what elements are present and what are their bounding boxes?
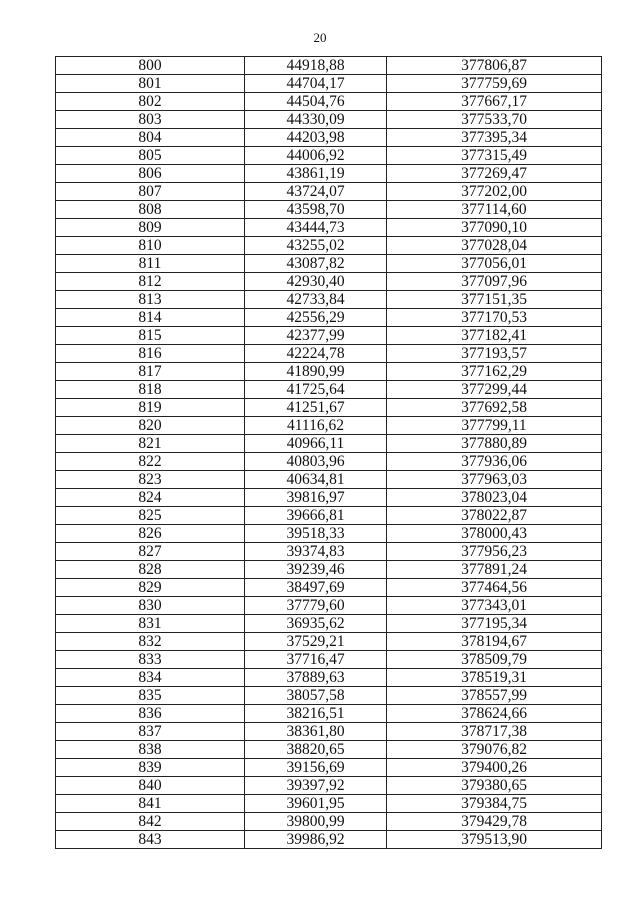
point-number-cell: 842	[56, 813, 245, 831]
y-coordinate-cell: 377114,60	[387, 201, 602, 219]
point-number-cell: 837	[56, 723, 245, 741]
y-coordinate-cell: 377956,23	[387, 543, 602, 561]
point-number-cell: 838	[56, 741, 245, 759]
point-number-cell: 839	[56, 759, 245, 777]
point-number-cell: 827	[56, 543, 245, 561]
y-coordinate-cell: 378509,79	[387, 651, 602, 669]
y-coordinate-cell: 379400,26	[387, 759, 602, 777]
x-coordinate-cell: 41725,64	[245, 381, 387, 399]
point-number-cell: 833	[56, 651, 245, 669]
y-coordinate-cell: 377028,04	[387, 237, 602, 255]
x-coordinate-cell: 39239,46	[245, 561, 387, 579]
x-coordinate-cell: 43444,73	[245, 219, 387, 237]
table-row	[56, 129, 602, 147]
point-number-cell: 817	[56, 363, 245, 381]
table-row	[56, 345, 602, 363]
table-row	[56, 453, 602, 471]
y-coordinate-cell: 377891,24	[387, 561, 602, 579]
table-row	[56, 741, 602, 759]
y-coordinate-cell: 378023,04	[387, 489, 602, 507]
table-row	[56, 417, 602, 435]
point-number-cell: 800	[56, 57, 245, 75]
y-coordinate-cell: 377097,96	[387, 273, 602, 291]
x-coordinate-cell: 38057,58	[245, 687, 387, 705]
x-coordinate-cell: 39397,92	[245, 777, 387, 795]
x-coordinate-cell: 40634,81	[245, 471, 387, 489]
x-coordinate-cell: 38820,65	[245, 741, 387, 759]
point-number-cell: 816	[56, 345, 245, 363]
x-coordinate-cell: 42224,78	[245, 345, 387, 363]
x-coordinate-cell: 37529,21	[245, 633, 387, 651]
point-number-cell: 822	[56, 453, 245, 471]
x-coordinate-cell: 43724,07	[245, 183, 387, 201]
point-number-cell: 832	[56, 633, 245, 651]
y-coordinate-cell: 379384,75	[387, 795, 602, 813]
table-row	[56, 165, 602, 183]
table-row	[56, 381, 602, 399]
point-number-cell: 804	[56, 129, 245, 147]
y-coordinate-cell: 377799,11	[387, 417, 602, 435]
point-number-cell: 805	[56, 147, 245, 165]
table-row	[56, 75, 602, 93]
point-number-cell: 812	[56, 273, 245, 291]
point-number-cell: 843	[56, 831, 245, 849]
y-coordinate-cell: 377806,87	[387, 57, 602, 75]
y-coordinate-cell: 377151,35	[387, 291, 602, 309]
table-row	[56, 471, 602, 489]
point-number-cell: 824	[56, 489, 245, 507]
table-row	[56, 759, 602, 777]
x-coordinate-cell: 38216,51	[245, 705, 387, 723]
point-number-cell: 830	[56, 597, 245, 615]
table-row	[56, 525, 602, 543]
y-coordinate-cell: 377162,29	[387, 363, 602, 381]
y-coordinate-cell: 379380,65	[387, 777, 602, 795]
x-coordinate-cell: 44504,76	[245, 93, 387, 111]
y-coordinate-cell: 377343,01	[387, 597, 602, 615]
x-coordinate-cell: 44330,09	[245, 111, 387, 129]
table-row	[56, 111, 602, 129]
point-number-cell: 810	[56, 237, 245, 255]
y-coordinate-cell: 377880,89	[387, 435, 602, 453]
y-coordinate-cell: 379076,82	[387, 741, 602, 759]
point-number-cell: 831	[56, 615, 245, 633]
y-coordinate-cell: 377195,34	[387, 615, 602, 633]
y-coordinate-cell: 378194,67	[387, 633, 602, 651]
table-row	[56, 363, 602, 381]
y-coordinate-cell: 377299,44	[387, 381, 602, 399]
x-coordinate-cell: 42930,40	[245, 273, 387, 291]
table-row	[56, 705, 602, 723]
x-coordinate-cell: 39816,97	[245, 489, 387, 507]
table-row	[56, 795, 602, 813]
y-coordinate-cell: 377464,56	[387, 579, 602, 597]
x-coordinate-cell: 44006,92	[245, 147, 387, 165]
table-row	[56, 543, 602, 561]
table-row	[56, 507, 602, 525]
table-row	[56, 291, 602, 309]
table-row	[56, 237, 602, 255]
table-row	[56, 147, 602, 165]
y-coordinate-cell: 379513,90	[387, 831, 602, 849]
y-coordinate-cell: 378557,99	[387, 687, 602, 705]
x-coordinate-cell: 39374,83	[245, 543, 387, 561]
table-row	[56, 219, 602, 237]
point-number-cell: 807	[56, 183, 245, 201]
point-number-cell: 814	[56, 309, 245, 327]
point-number-cell: 813	[56, 291, 245, 309]
point-number-cell: 802	[56, 93, 245, 111]
x-coordinate-cell: 41890,99	[245, 363, 387, 381]
y-coordinate-cell: 377963,03	[387, 471, 602, 489]
y-coordinate-cell: 378000,43	[387, 525, 602, 543]
table-row	[56, 579, 602, 597]
y-coordinate-cell: 377056,01	[387, 255, 602, 273]
y-coordinate-cell: 377090,10	[387, 219, 602, 237]
x-coordinate-cell: 42733,84	[245, 291, 387, 309]
point-number-cell: 834	[56, 669, 245, 687]
y-coordinate-cell: 377170,53	[387, 309, 602, 327]
table-row	[56, 201, 602, 219]
table-row	[56, 273, 602, 291]
x-coordinate-cell: 42377,99	[245, 327, 387, 345]
point-number-cell: 836	[56, 705, 245, 723]
point-number-cell: 809	[56, 219, 245, 237]
x-coordinate-cell: 39156,69	[245, 759, 387, 777]
y-coordinate-cell: 377395,34	[387, 129, 602, 147]
point-number-cell: 823	[56, 471, 245, 489]
point-number-cell: 806	[56, 165, 245, 183]
x-coordinate-cell: 39601,95	[245, 795, 387, 813]
point-number-cell: 828	[56, 561, 245, 579]
x-coordinate-cell: 40803,96	[245, 453, 387, 471]
table-row	[56, 489, 602, 507]
table-row	[56, 687, 602, 705]
table-row	[56, 309, 602, 327]
table-row	[56, 777, 602, 795]
x-coordinate-cell: 37779,60	[245, 597, 387, 615]
point-number-cell: 811	[56, 255, 245, 273]
y-coordinate-cell: 377759,69	[387, 75, 602, 93]
x-coordinate-cell: 43598,70	[245, 201, 387, 219]
y-coordinate-cell: 377202,00	[387, 183, 602, 201]
x-coordinate-cell: 41116,62	[245, 417, 387, 435]
table-row	[56, 57, 602, 75]
point-number-cell: 803	[56, 111, 245, 129]
y-coordinate-cell: 377533,70	[387, 111, 602, 129]
y-coordinate-cell: 378519,31	[387, 669, 602, 687]
y-coordinate-cell: 378717,38	[387, 723, 602, 741]
x-coordinate-cell: 42556,29	[245, 309, 387, 327]
point-number-cell: 819	[56, 399, 245, 417]
x-coordinate-cell: 44918,88	[245, 57, 387, 75]
y-coordinate-cell: 377315,49	[387, 147, 602, 165]
point-number-cell: 808	[56, 201, 245, 219]
x-coordinate-cell: 36935,62	[245, 615, 387, 633]
x-coordinate-cell: 40966,11	[245, 435, 387, 453]
point-number-cell: 826	[56, 525, 245, 543]
y-coordinate-cell: 378624,66	[387, 705, 602, 723]
table-row	[56, 183, 602, 201]
y-coordinate-cell: 377182,41	[387, 327, 602, 345]
x-coordinate-cell: 38497,69	[245, 579, 387, 597]
table-row	[56, 435, 602, 453]
x-coordinate-cell: 39800,99	[245, 813, 387, 831]
point-number-cell: 840	[56, 777, 245, 795]
table-row	[56, 723, 602, 741]
point-number-cell: 815	[56, 327, 245, 345]
point-number-cell: 818	[56, 381, 245, 399]
point-number-cell: 821	[56, 435, 245, 453]
x-coordinate-cell: 41251,67	[245, 399, 387, 417]
y-coordinate-cell: 377193,57	[387, 345, 602, 363]
y-coordinate-cell: 377667,17	[387, 93, 602, 111]
table-row	[56, 597, 602, 615]
x-coordinate-cell: 39518,33	[245, 525, 387, 543]
y-coordinate-cell: 377269,47	[387, 165, 602, 183]
point-number-cell: 801	[56, 75, 245, 93]
table-row	[56, 831, 602, 849]
x-coordinate-cell: 39666,81	[245, 507, 387, 525]
table-row	[56, 399, 602, 417]
point-number-cell: 835	[56, 687, 245, 705]
y-coordinate-cell: 377936,06	[387, 453, 602, 471]
x-coordinate-cell: 37716,47	[245, 651, 387, 669]
x-coordinate-cell: 38361,80	[245, 723, 387, 741]
x-coordinate-cell: 44203,98	[245, 129, 387, 147]
point-number-cell: 820	[56, 417, 245, 435]
x-coordinate-cell: 39986,92	[245, 831, 387, 849]
y-coordinate-cell: 377692,58	[387, 399, 602, 417]
table-body	[56, 57, 602, 849]
table-row	[56, 93, 602, 111]
point-number-cell: 825	[56, 507, 245, 525]
table-row	[56, 813, 602, 831]
table-row	[56, 255, 602, 273]
table-row	[56, 633, 602, 651]
table-row	[56, 651, 602, 669]
point-number-cell: 829	[56, 579, 245, 597]
y-coordinate-cell: 379429,78	[387, 813, 602, 831]
page-number: 20	[313, 30, 327, 45]
x-coordinate-cell: 37889,63	[245, 669, 387, 687]
coordinates-table	[55, 56, 602, 849]
point-number-cell: 841	[56, 795, 245, 813]
table-row	[56, 561, 602, 579]
x-coordinate-cell: 43861,19	[245, 165, 387, 183]
table-row	[56, 669, 602, 687]
table-row	[56, 615, 602, 633]
x-coordinate-cell: 43255,02	[245, 237, 387, 255]
x-coordinate-cell: 43087,82	[245, 255, 387, 273]
table-row	[56, 327, 602, 345]
x-coordinate-cell: 44704,17	[245, 75, 387, 93]
y-coordinate-cell: 378022,87	[387, 507, 602, 525]
